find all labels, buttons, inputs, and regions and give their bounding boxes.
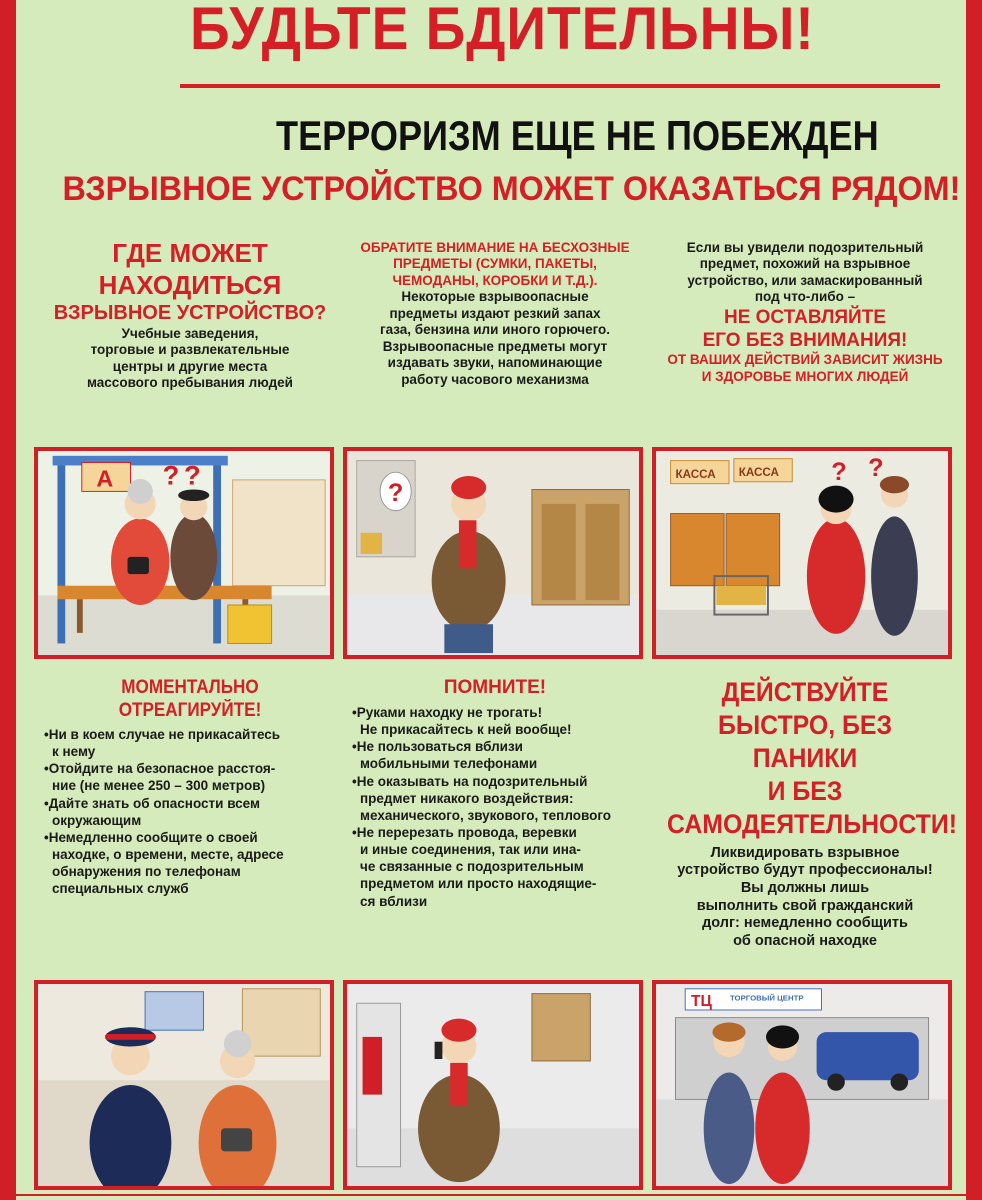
text-line: центры и другие места: [112, 358, 268, 374]
list-item: •Руками находку не трогать!: [352, 705, 543, 720]
where-heading-3: ВЗРЫВНОЕ УСТРОЙСТВО?: [53, 302, 327, 325]
list-item: мобильными телефонами: [360, 756, 538, 772]
list-item: •Немедленно сообщите о своей: [44, 829, 258, 845]
remember-heading: ПОМНИТЕ!: [443, 677, 547, 698]
act-heading-3: И БЕЗ: [767, 775, 843, 806]
text-line: устройство, или замаскированный: [687, 272, 923, 288]
do-not-leave-1: НЕ ОСТАВЛЯЙТЕ: [723, 306, 886, 328]
text-line: работу часового механизма: [401, 371, 589, 387]
mall-sign-small: ТОРГОВЫЙ ЦЕНТР: [729, 993, 804, 1003]
illustration-mall: [652, 980, 952, 1190]
act-heading-2: БЫСТРО, БЕЗ ПАНИКИ: [717, 709, 893, 773]
list-item: находке, о времени, месте, адресе: [52, 846, 284, 862]
list-item: Не прикасайтесь к ней вообще!: [360, 722, 572, 738]
question-mark-3: ?: [387, 479, 404, 508]
text-line: под что-либо –: [754, 289, 856, 305]
text-line: ОБРАТИТЕ ВНИМАНИЕ НА БЕСХОЗНЫЕ: [360, 240, 630, 255]
if-seen-block: [655, 240, 955, 385]
text-line: устройство будут профессионалы!: [677, 862, 933, 879]
text-line: выполнить свой гражданский: [696, 897, 914, 914]
text-line: Учебные заведения,: [121, 325, 259, 341]
text-line: Вы должны лишь: [740, 880, 870, 897]
illustration-bus-stop: [34, 447, 334, 659]
attention-block: [345, 240, 645, 388]
react-heading-2: ОТРЕАГИРУЙТЕ!: [118, 700, 262, 722]
remember-heading-block: [345, 676, 645, 699]
right-red-border: [966, 0, 982, 1200]
list-item: окружающим: [52, 812, 142, 828]
text-line: долг: немедленно сообщить: [702, 915, 908, 932]
list-item: предмет никакого воздействия:: [360, 790, 574, 806]
list-item: предметом или просто находящие-: [360, 876, 597, 892]
question-mark-2: ?: [184, 459, 201, 491]
list-item: •Не оказывать на подозрительный: [352, 773, 588, 789]
where-block: [40, 238, 340, 392]
list-item: ние (не менее 250 – 300 метров): [52, 778, 266, 794]
bus-sign-letter: А: [96, 465, 114, 492]
act-block: [655, 676, 955, 951]
if-seen-text: [655, 240, 955, 306]
poster-title: БУДЬТЕ БДИТЕЛЬНЫ!: [190, 0, 815, 62]
list-item: •Не пользоваться вблизи: [352, 739, 523, 755]
text-line: торговые и развлекательные: [90, 342, 290, 358]
do-not-leave-2: ЕГО БЕЗ ВНИМАНИЯ!: [702, 330, 908, 352]
text-line: издавать звуки, напоминающие: [387, 355, 603, 371]
question-mark-1: ?: [162, 459, 180, 491]
illustration-abandoned-box: [343, 447, 643, 659]
list-item: и иные соединения, так или ина-: [360, 842, 581, 858]
bottom-red-line: [16, 1194, 966, 1196]
text-line: Взрывоопасные предметы могут: [382, 338, 608, 354]
text-line: Если вы увидели подозрительный: [686, 240, 924, 255]
list-item: •Дайте знать об опасности всем: [44, 795, 260, 811]
illustration-ticket-office: [652, 447, 952, 659]
list-item: •Отойдите на безопасное расстоя-: [44, 761, 276, 777]
react-list: [44, 726, 344, 897]
react-heading-1: МОМЕНТАЛЬНО: [121, 677, 259, 698]
list-item: механического, звукового, теплового: [360, 807, 612, 823]
where-heading-2: НАХОДИТЬСЯ: [98, 269, 282, 300]
life-depends-1: ОТ ВАШИХ ДЕЙСТВИЙ ЗАВИСИТ ЖИЗНЬ: [667, 352, 943, 368]
attention-text: [345, 289, 645, 388]
life-depends-2: И ЗДОРОВЬЕ МНОГИХ ЛЮДЕЙ: [701, 368, 909, 384]
where-heading-1: ГДЕ МОЖЕТ: [112, 238, 268, 268]
list-item: •Не перерезать провода, веревки: [352, 824, 577, 840]
text-line: предметы издают резкий запах: [389, 305, 601, 321]
kassa-sign-1: КАССА: [675, 468, 716, 481]
react-heading-block: [40, 676, 340, 722]
poster-subtitle: ТЕРРОРИЗМ ЕЩЕ НЕ ПОБЕЖДЕН: [276, 112, 879, 159]
mall-sign: ТЦ: [691, 993, 712, 1011]
act-heading-1: ДЕЙСТВУЙТЕ: [721, 677, 889, 707]
text-line: ПРЕДМЕТЫ (СУМКИ, ПАКЕТЫ,: [393, 256, 597, 272]
question-mark-4: ?: [831, 457, 847, 486]
text-line: предмет, похожий на взрывное: [699, 256, 911, 272]
illustration-police: [34, 980, 334, 1190]
remember-list: [352, 704, 652, 910]
poster-warning: ВЗРЫВНОЕ УСТРОЙСТВО МОЖЕТ ОКАЗАТЬСЯ РЯДОМ!: [62, 170, 961, 208]
list-item: обнаружения по телефонам: [52, 864, 241, 880]
text-line: Ликвидировать взрывное: [710, 844, 900, 861]
list-item: специальных служб: [52, 881, 189, 897]
text-line: массового пребывания людей: [86, 375, 293, 391]
text-line: об опасной находке: [733, 933, 877, 950]
list-item: че связанные с подозрительным: [360, 859, 584, 875]
list-item: ся вблизи: [360, 893, 428, 909]
title-underline: [180, 84, 940, 88]
act-text: [655, 845, 955, 951]
text-line: ЧЕМОДАНЫ, КОРОБКИ И Т.Д.).: [392, 272, 598, 288]
text-line: газа, бензина или иного горючего.: [379, 322, 611, 338]
attention-heading: [345, 240, 645, 289]
illustration-phone-call: [343, 980, 643, 1190]
kassa-sign-2: КАССА: [738, 466, 780, 480]
act-heading-4: САМОДЕЯТЕЛЬНОСТИ!: [667, 808, 957, 839]
left-red-border: [0, 0, 16, 1200]
question-mark-5: ?: [868, 454, 884, 482]
list-item: к нему: [52, 744, 96, 760]
list-item: •Ни в коем случае не прикасайтесь: [44, 727, 281, 742]
text-line: Некоторые взрывоопасные: [401, 289, 589, 305]
where-text: [40, 326, 340, 392]
